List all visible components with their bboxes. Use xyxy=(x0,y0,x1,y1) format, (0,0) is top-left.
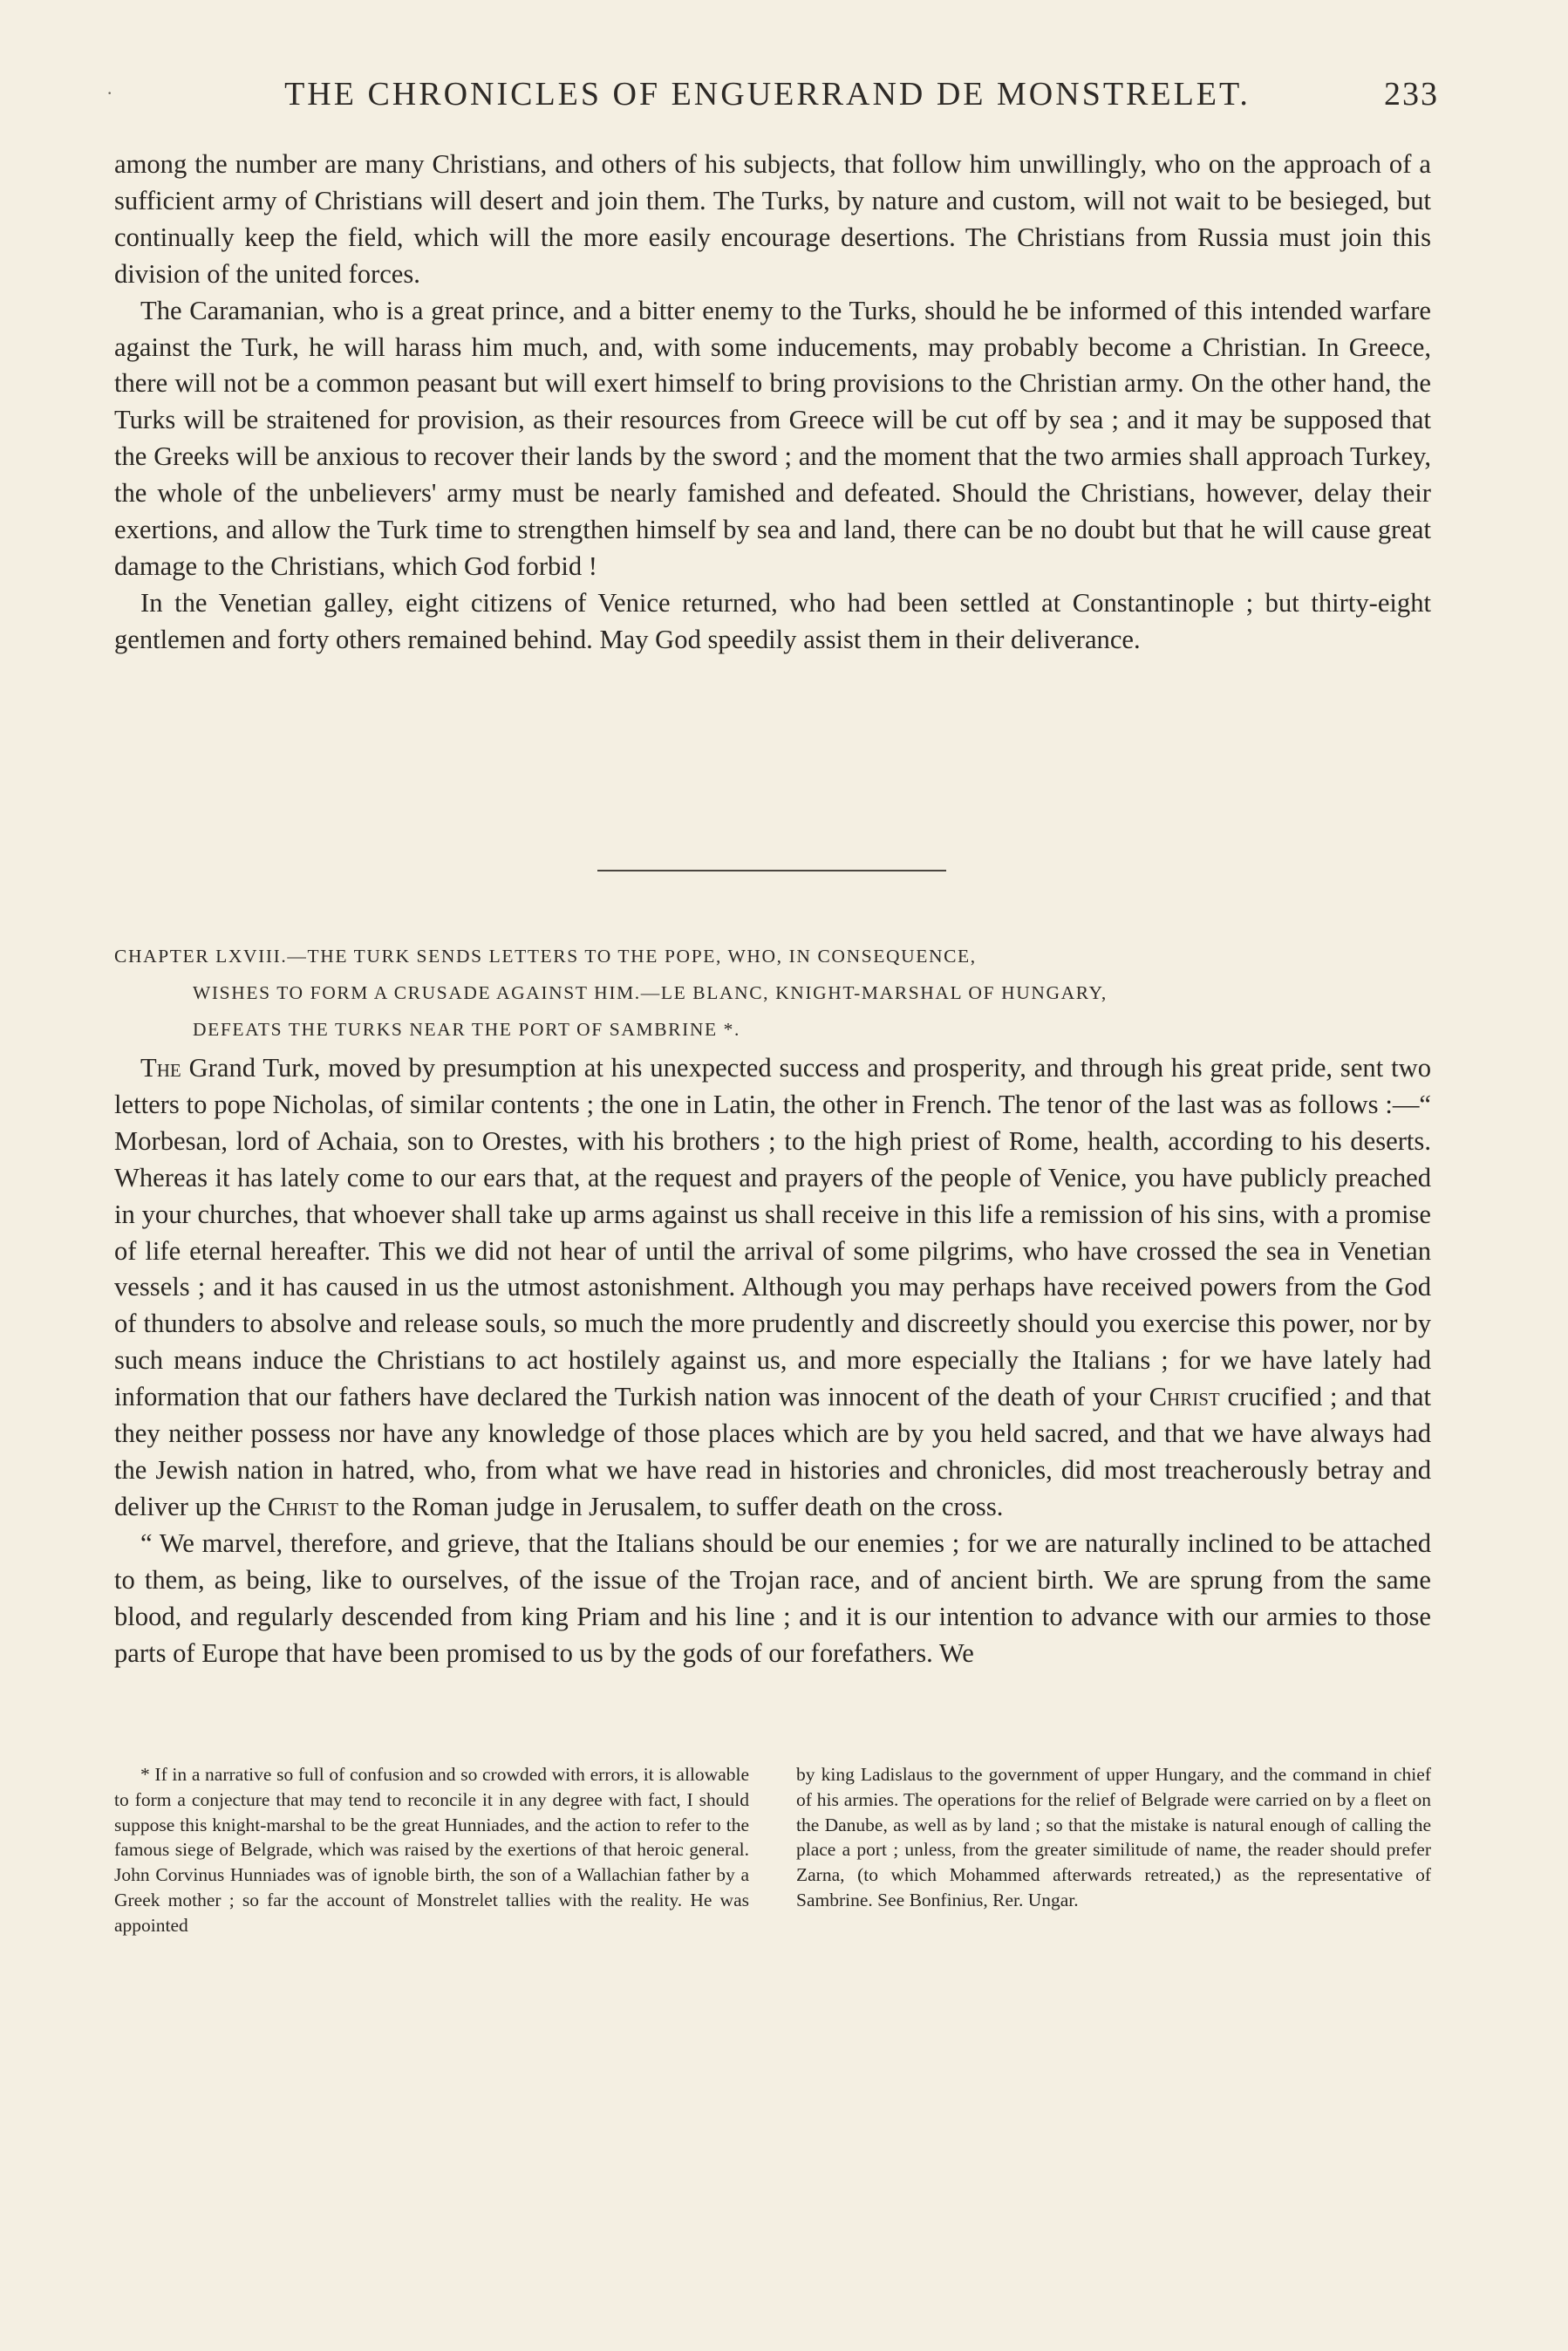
paragraph-venetian-galley: In the Venetian galley, eight citizens of Venice returned, who had been settled at Constantinople ; but thirty-eight gentlemen and forty others remained behind. May God speedily assist them in their deliverance. xyxy=(114,587,1431,654)
chapter-heading-line-2: WISHES TO FORM A CRUSADE AGAINST HIM.—LE BLANC, KNIGHT-MARSHAL OF HUNGARY, xyxy=(193,982,1108,1003)
paragraph-grand-turk-part-3: to the Roman judge in Jerusalem, to suffer death on the cross. xyxy=(344,1491,1004,1521)
chapter-heading-line-1: CHAPTER LXVIII.—THE TURK SENDS LETTERS TO THE POPE, WHO, IN CONSEQUENCE, xyxy=(114,946,977,967)
margin-mark: · xyxy=(106,82,113,104)
chapter-heading xyxy=(114,938,1427,1048)
chapter-heading-line-3: DEFEATS THE TURKS NEAR THE PORT OF SAMBRINE *. xyxy=(193,1019,741,1040)
footnote-text-right: by king Ladislaus to the government of upper Hungary, and the command in chief of his armies. The operations for the relief of Belgrade were carried on by a fleet on the Danube, as well as by land ; so that the mistake is natural enough of calling the place a port ; unless, from the greater similitude of name, the reader should prefer Zarna, (to which Mohammed afterwards retreated,) as the representative of Sambrine. See Bonfinius, Rer. Ungar. xyxy=(796,1764,1431,1910)
paragraph-continued: among the number are many Christians, and others of his subjects, that follow him unwillingly, who on the approach of a sufficient army of Christians will desert and join them. The Turks, by nature and custom, will not wait to be besieged, but continually keep the field, which will the more easily encourage desertions. The Christians from Russia must join this division of the united forces. xyxy=(114,149,1431,289)
footnote-column-left xyxy=(114,1762,749,1938)
opening-word: The xyxy=(140,1053,181,1083)
continuation-text xyxy=(114,147,1431,659)
paragraph-we-marvel: “ We marvel, therefore, and grieve, that the Italians should be our enemies ; for we are naturally inclined to be attached to them, as being, like to ourselves, of the issue of the Trojan race, and of ancient birth. We are sprung from the same blood, and regularly descended from king Priam and his line ; and it is our intention to advance with our armies to those parts of Europe that have been promised to us by the gods of our forefathers. We xyxy=(114,1527,1431,1668)
page-number: 233 xyxy=(1384,76,1439,113)
paragraph-caramanian: The Caramanian, who is a great prince, and a bitter enemy to the Turks, should he be informed of this intended warfare against the Turk, he will harass him much, and, with some inducements, may probably become a Christian. In Greece, there will not be a common peasant but will exert himself to bring provisions to the Christian army. On the other hand, the Turks will be straitened for provision, as their resources from Greece will be cut off by sea ; and it may be supposed that the Greeks will be anxious to recover their lands by the sword ; and the moment that the two armies shall approach Turkey, the whole of the unbelievers' army must be nearly famished and defeated. Should the Christians, however, delay their exertions, and allow the Turk time to strengthen himself by sea and land, there can be no doubt but that he will cause great damage to the Christians, which God forbid ! xyxy=(114,295,1431,581)
paragraph-grand-turk-part-2: crucified ; and that they neither possess nor have any knowledge of those places which are by you held sacred, and that we have always had the Jewish nation in hatred, who, from what we have read in histories and chronicles, did most treacherously betray and deliver up the xyxy=(114,1382,1431,1521)
paragraph-grand-turk-part-1: Grand Turk, moved by presumption at his unexpected success and prosperity, and through his great pride, sent two letters to pope Nicholas, of similar contents ; the one in Latin, the other in French. The tenor of the last was as follows :—“ Morbesan, lord of Achaia, son to Orestes, with his brothers ; to the high priest of Rome, health, according to his deserts. Whereas it has lately come to our ears that, at the request and prayers of the people of Venice, you have publicly preached in your churches, that whoever shall take up arms against us shall receive in this life a remission of his sins, with a promise of life eternal hereafter. This we did not hear of until the arrival of some pilgrims, who have crossed the sea in Venetian vessels ; and it has caused in us the utmost astonishment. Although you may perhaps have received powers from the God of thunders to absolve and release souls, so much the more prudently and discreetly should you exercise this power, nor by such means induce the Christians to act hostilely against us, and more especially the Italians ; for we have lately had information that our fathers have declared the Turkish nation was innocent of the death of your xyxy=(114,1053,1431,1412)
running-head-title: THE CHRONICLES OF ENGUERRAND DE MONSTRELET. xyxy=(284,76,1251,113)
smallcaps-christ: Christ xyxy=(267,1491,338,1521)
paragraph-grand-turk xyxy=(114,1050,1431,1526)
footnote-column-right xyxy=(796,1762,1431,1913)
section-divider xyxy=(597,870,946,871)
chapter-text xyxy=(114,1050,1431,1671)
footnote-text-left: * If in a narrative so full of confusion and so crowded with errors, it is allowable to form a conjecture that may tend to reconcile it in any degree with fact, I should suppose this knight-marshal to be the great Hunniades, and the action to refer to the famous siege of Belgrade, which was raised by the exertions of that heroic general. John Corvinus Hunniades was of ignoble birth, the son of a Wallachian father by a Greek mother ; so far the account of Monstrelet tallies with the reality. He was appointed xyxy=(114,1764,749,1936)
smallcaps-christ: Christ xyxy=(1149,1382,1220,1412)
running-head xyxy=(96,75,1439,119)
